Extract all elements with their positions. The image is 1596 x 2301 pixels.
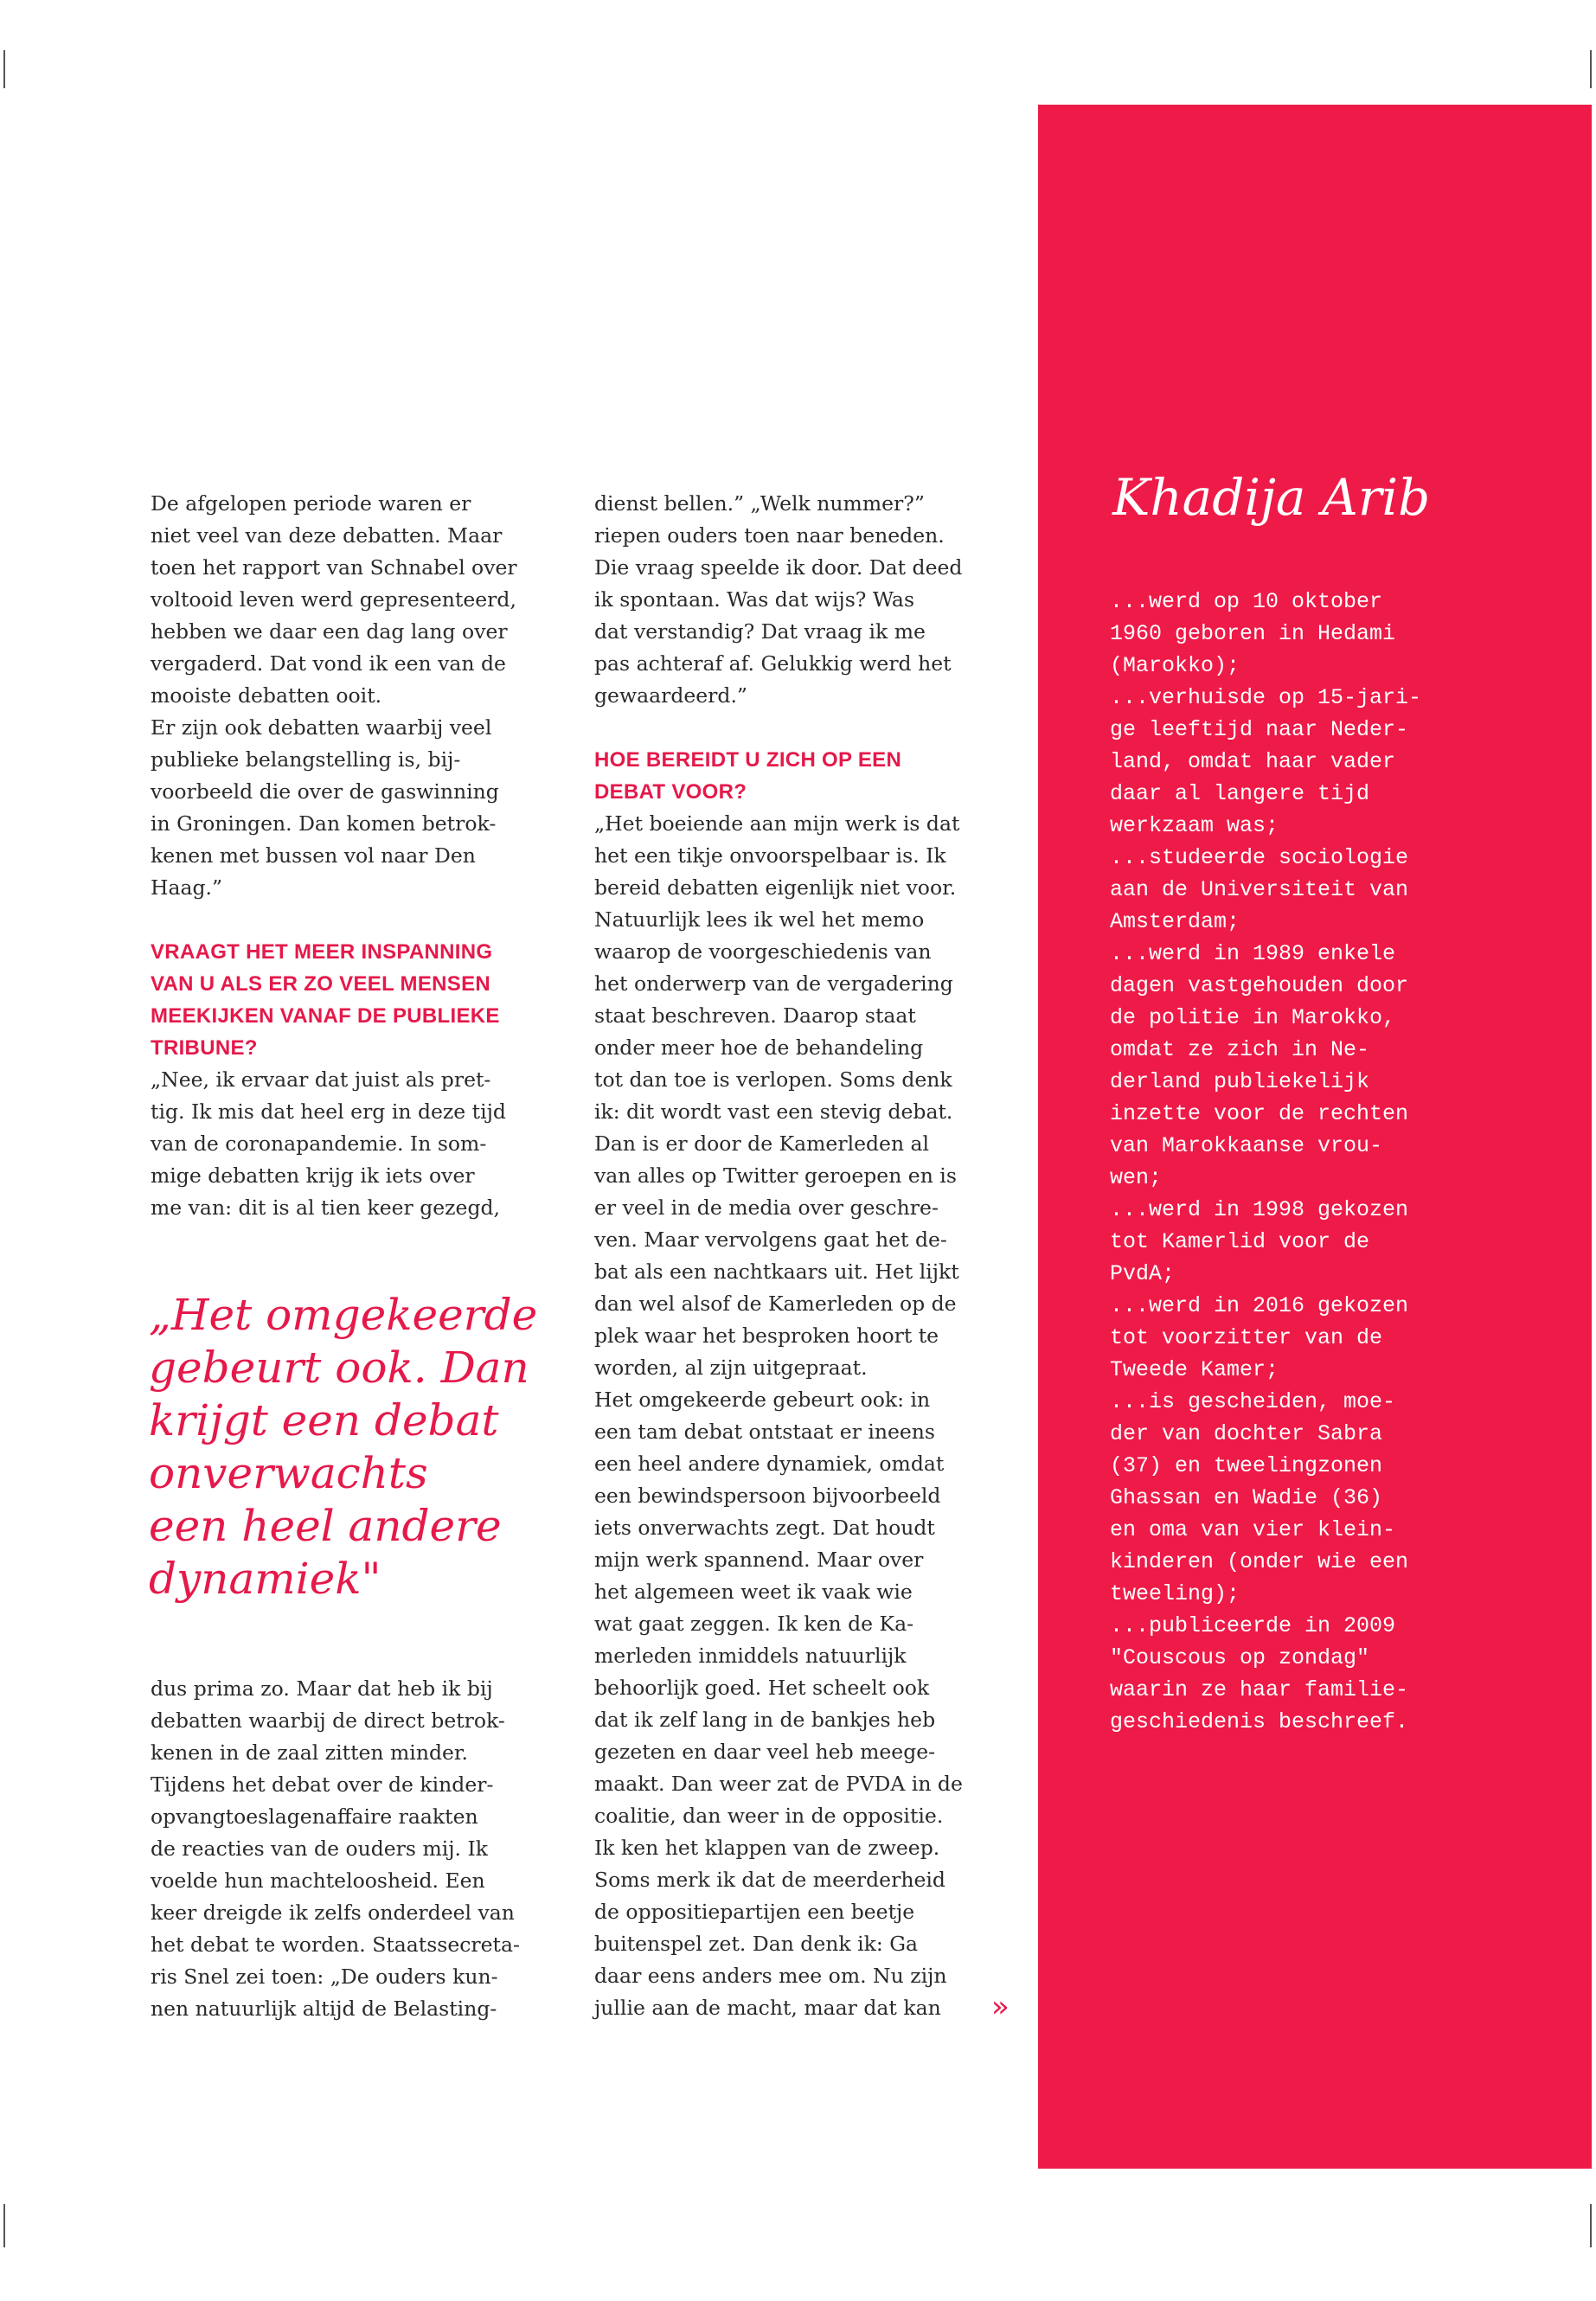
paragraph bbox=[594, 488, 1010, 712]
text-line: onder meer hoe de behandeling bbox=[594, 1035, 924, 1060]
text-line: „Het omgekeerde bbox=[149, 1290, 538, 1340]
text-line: niet veel van deze debatten. Maar bbox=[151, 523, 503, 548]
text-line: Amsterdam; bbox=[1110, 909, 1240, 934]
text-line: land, omdat haar vader bbox=[1110, 749, 1396, 774]
text-line: krijgt een debat bbox=[149, 1395, 499, 1445]
text-line: Tweede Kamer; bbox=[1110, 1357, 1279, 1382]
text-line: PvdA; bbox=[1110, 1261, 1176, 1286]
text-line: geschiedenis beschreef. bbox=[1110, 1709, 1409, 1734]
text-line: Natuurlijk lees ik wel het memo bbox=[594, 907, 925, 932]
text-line: de oppositiepartijen een beetje bbox=[594, 1900, 915, 1924]
text-line: maakt. Dan weer zat de PVDA in de bbox=[594, 1772, 963, 1796]
text-line: gewaardeerd.” bbox=[594, 683, 747, 708]
text-line: en oma van vier klein- bbox=[1110, 1517, 1396, 1542]
text-line: dynamiek" bbox=[149, 1554, 381, 1604]
text-line: dus prima zo. Maar dat heb ik bij bbox=[151, 1676, 493, 1701]
text-line: het een tikje onvoorspelbaar is. Ik bbox=[594, 843, 946, 868]
text-line: de reacties van de ouders mij. Ik bbox=[151, 1836, 488, 1861]
text-line: mijn werk spannend. Maar over bbox=[594, 1548, 924, 1572]
sidebar-title: Khadija Arib bbox=[1112, 468, 1431, 527]
text-line: voltooid leven werd gepresenteerd, bbox=[151, 587, 516, 612]
text-line: ik spontaan. Was dat wijs? Was bbox=[594, 587, 914, 612]
text-line: het algemeen weet ik vaak wie bbox=[594, 1580, 913, 1604]
text-line: de politie in Marokko, bbox=[1110, 1005, 1396, 1030]
text-line: ...werd in 1998 gekozen bbox=[1110, 1197, 1409, 1222]
text-line: tot dan toe is verlopen. Soms denk bbox=[594, 1067, 952, 1092]
crop-mark-bottom-right bbox=[1590, 2204, 1592, 2247]
biography-sidebar bbox=[1038, 105, 1592, 2169]
text-line: nen natuurlijk altijd de Belasting- bbox=[151, 1997, 497, 2021]
text-line: (Marokko); bbox=[1110, 653, 1240, 678]
text-line: daar eens anders mee om. Nu zijn bbox=[594, 1964, 947, 1988]
crop-mark-top-left bbox=[3, 50, 5, 88]
text-line: derland publiekelijk bbox=[1110, 1069, 1370, 1094]
text-line: dat verstandig? Dat vraag ik me bbox=[594, 619, 926, 644]
text-line: VRAAGT HET MEER INSPANNING bbox=[151, 940, 493, 964]
paragraph bbox=[151, 1673, 566, 2025]
crop-mark-bottom-left bbox=[3, 2204, 5, 2247]
text-line: 1960 geboren in Hedami bbox=[1110, 621, 1396, 646]
crop-mark-top-right bbox=[1590, 50, 1592, 88]
text-line: ...werd in 1989 enkele bbox=[1110, 941, 1396, 966]
text-line: dienst bellen.” „Welk nummer?” bbox=[594, 491, 925, 516]
text-line: waarop de voorgeschiedenis van bbox=[594, 939, 932, 964]
text-line: voorbeeld die over de gaswinning bbox=[151, 779, 499, 804]
text-line: ven. Maar vervolgens gaat het de- bbox=[594, 1227, 947, 1252]
article-column-2 bbox=[594, 488, 1010, 2024]
text-line: het onderwerp van de vergadering bbox=[594, 971, 953, 996]
text-line: ...studeerde sociologie bbox=[1110, 845, 1409, 870]
article-column-1-bottom bbox=[151, 1673, 566, 2025]
text-line: ...publiceerde in 2009 bbox=[1110, 1613, 1396, 1638]
text-line: van Marokkaanse vrou- bbox=[1110, 1133, 1383, 1158]
text-line: staat beschreven. Daarop staat bbox=[594, 1003, 916, 1028]
text-line: jullie aan de macht, maar dat kan bbox=[594, 1996, 941, 2020]
text-line: vergaderd. Dat vond ik een van de bbox=[151, 651, 506, 676]
text-line: iets onverwachts zegt. Dat houdt bbox=[594, 1516, 935, 1540]
text-line: me van: dit is al tien keer gezegd, bbox=[151, 1195, 501, 1220]
text-line: kinderen (onder wie een bbox=[1110, 1549, 1409, 1574]
text-line: kenen met bussen vol naar Den bbox=[151, 843, 476, 868]
text-line: ...verhuisde op 15-jari- bbox=[1110, 685, 1422, 710]
text-line: publieke belangstelling is, bij- bbox=[151, 747, 461, 772]
text-line: „Nee, ik ervaar dat juist als pret- bbox=[151, 1067, 491, 1092]
text-line: een tam debat ontstaat er ineens bbox=[594, 1420, 935, 1444]
text-line: gezeten en daar veel heb meege- bbox=[594, 1740, 936, 1764]
text-line: mooiste debatten ooit. bbox=[151, 683, 382, 708]
text-line: waarin ze haar familie- bbox=[1110, 1677, 1409, 1702]
text-line: ...is gescheiden, moe- bbox=[1110, 1389, 1396, 1414]
text-line: tot voorzitter van de bbox=[1110, 1325, 1383, 1350]
pull-quote bbox=[149, 1289, 599, 1606]
text-line: een heel andere bbox=[149, 1501, 502, 1551]
text-line: dan wel alsof de Kamerleden op de bbox=[594, 1292, 957, 1316]
text-line: omdat ze zich in Ne- bbox=[1110, 1037, 1370, 1062]
text-line: Die vraag speelde ik door. Dat deed bbox=[594, 555, 963, 580]
text-line: keer dreigde ik zelfs onderdeel van bbox=[151, 1900, 515, 1925]
text-line: De afgelopen periode waren er bbox=[151, 491, 471, 516]
text-line: ge leeftijd naar Neder- bbox=[1110, 717, 1409, 742]
text-line: pas achteraf af. Gelukkig werd het bbox=[594, 651, 952, 676]
text-line: worden, al zijn uitgepraat. bbox=[594, 1356, 868, 1380]
text-line: inzette voor de rechten bbox=[1110, 1101, 1409, 1126]
paragraph bbox=[151, 1064, 566, 1224]
text-line: „Het boeiende aan mijn werk is dat bbox=[594, 811, 960, 836]
text-line: HOE BEREIDT U ZICH OP EEN bbox=[594, 748, 902, 772]
article-column-1-top bbox=[151, 488, 566, 1224]
text-line: bereid debatten eigenlijk niet voor. bbox=[594, 875, 957, 900]
text-line: coalitie, dan weer in de oppositie. bbox=[594, 1804, 944, 1828]
text-line: Dan is er door de Kamerleden al bbox=[594, 1131, 930, 1156]
text-line: gebeurt ook. Dan bbox=[149, 1343, 529, 1393]
text-line: een heel andere dynamiek, omdat bbox=[594, 1452, 945, 1476]
text-line: Ghassan en Wadie (36) bbox=[1110, 1485, 1383, 1510]
text-line: daar al langere tijd bbox=[1110, 781, 1370, 806]
text-line: buitenspel zet. Dan denk ik: Ga bbox=[594, 1932, 919, 1956]
text-line: Het omgekeerde gebeurt ook: in bbox=[594, 1388, 931, 1412]
text-line: tweeling); bbox=[1110, 1581, 1240, 1606]
text-line: mige debatten krijg ik iets over bbox=[151, 1163, 475, 1188]
text-line: voelde hun machteloosheid. Een bbox=[151, 1868, 485, 1893]
paragraph bbox=[594, 808, 1010, 2024]
biography-list bbox=[1110, 586, 1421, 1738]
text-line: ...werd in 2016 gekozen bbox=[1110, 1293, 1409, 1318]
text-line: merleden inmiddels natuurlijk bbox=[594, 1644, 907, 1668]
continue-arrow-icon: » bbox=[991, 1990, 1010, 2024]
text-line: Tijdens het debat over de kinder- bbox=[151, 1772, 494, 1797]
text-line: werkzaam was; bbox=[1110, 813, 1279, 838]
text-line: in Groningen. Dan komen betrok- bbox=[151, 811, 497, 836]
text-line: wen; bbox=[1110, 1165, 1163, 1190]
text-line: ...werd op 10 oktober bbox=[1110, 589, 1383, 614]
text-line: ik: dit wordt vast een stevig debat. bbox=[594, 1099, 953, 1124]
text-line: Soms merk ik dat de meerderheid bbox=[594, 1868, 945, 1892]
text-line: onverwachts bbox=[149, 1448, 428, 1498]
section-heading bbox=[594, 744, 1010, 808]
text-line: Ik ken het klappen van de zweep. bbox=[594, 1836, 940, 1860]
text-line: ris Snel zei toen: „De ouders kun- bbox=[151, 1965, 498, 1989]
text-line: "Couscous op zondag" bbox=[1110, 1645, 1370, 1670]
text-line: een bewindspersoon bijvoorbeeld bbox=[594, 1484, 941, 1508]
text-line: debatten waarbij de direct betrok- bbox=[151, 1708, 505, 1733]
section-heading bbox=[151, 936, 566, 1064]
text-line: kenen in de zaal zitten minder. bbox=[151, 1740, 469, 1765]
text-line: TRIBUNE? bbox=[151, 1036, 258, 1060]
text-line: toen het rapport van Schnabel over bbox=[151, 555, 517, 580]
text-line: van alles op Twitter geroepen en is bbox=[594, 1163, 957, 1188]
text-line: het debat te worden. Staatssecreta- bbox=[151, 1932, 520, 1957]
text-line: Haag.” bbox=[151, 875, 223, 900]
text-line: plek waar het besproken hoort te bbox=[594, 1324, 939, 1348]
text-line: der van dochter Sabra bbox=[1110, 1421, 1383, 1446]
text-line: (37) en tweelingzonen bbox=[1110, 1453, 1383, 1478]
text-line: tot Kamerlid voor de bbox=[1110, 1229, 1370, 1254]
text-line: dat ik zelf lang in de bankjes heb bbox=[594, 1708, 936, 1732]
text-line: bat als een nachtkaars uit. Het lijkt bbox=[594, 1259, 959, 1284]
text-line: riepen ouders toen naar beneden. bbox=[594, 523, 945, 548]
text-line: van de coronapandemie. In som- bbox=[151, 1131, 487, 1156]
text-line: Er zijn ook debatten waarbij veel bbox=[151, 715, 492, 740]
text-line: opvangtoeslagenaffaire raakten bbox=[151, 1804, 478, 1829]
text-line: er veel in de media over geschre- bbox=[594, 1195, 939, 1220]
text-line: MEEKIJKEN VANAF DE PUBLIEKE bbox=[151, 1004, 500, 1028]
paragraph bbox=[151, 488, 566, 904]
text-line: tig. Ik mis dat heel erg in deze tijd bbox=[151, 1099, 506, 1124]
text-line: hebben we daar een dag lang over bbox=[151, 619, 508, 644]
text-line: DEBAT VOOR? bbox=[594, 780, 747, 804]
text-line: wat gaat zeggen. Ik ken de Ka- bbox=[594, 1612, 914, 1636]
text-line: behoorlijk goed. Het scheelt ook bbox=[594, 1676, 930, 1700]
text-line: aan de Universiteit van bbox=[1110, 877, 1409, 902]
text-line: VAN U ALS ER ZO VEEL MENSEN bbox=[151, 972, 491, 996]
text-line: dagen vastgehouden door bbox=[1110, 973, 1409, 998]
